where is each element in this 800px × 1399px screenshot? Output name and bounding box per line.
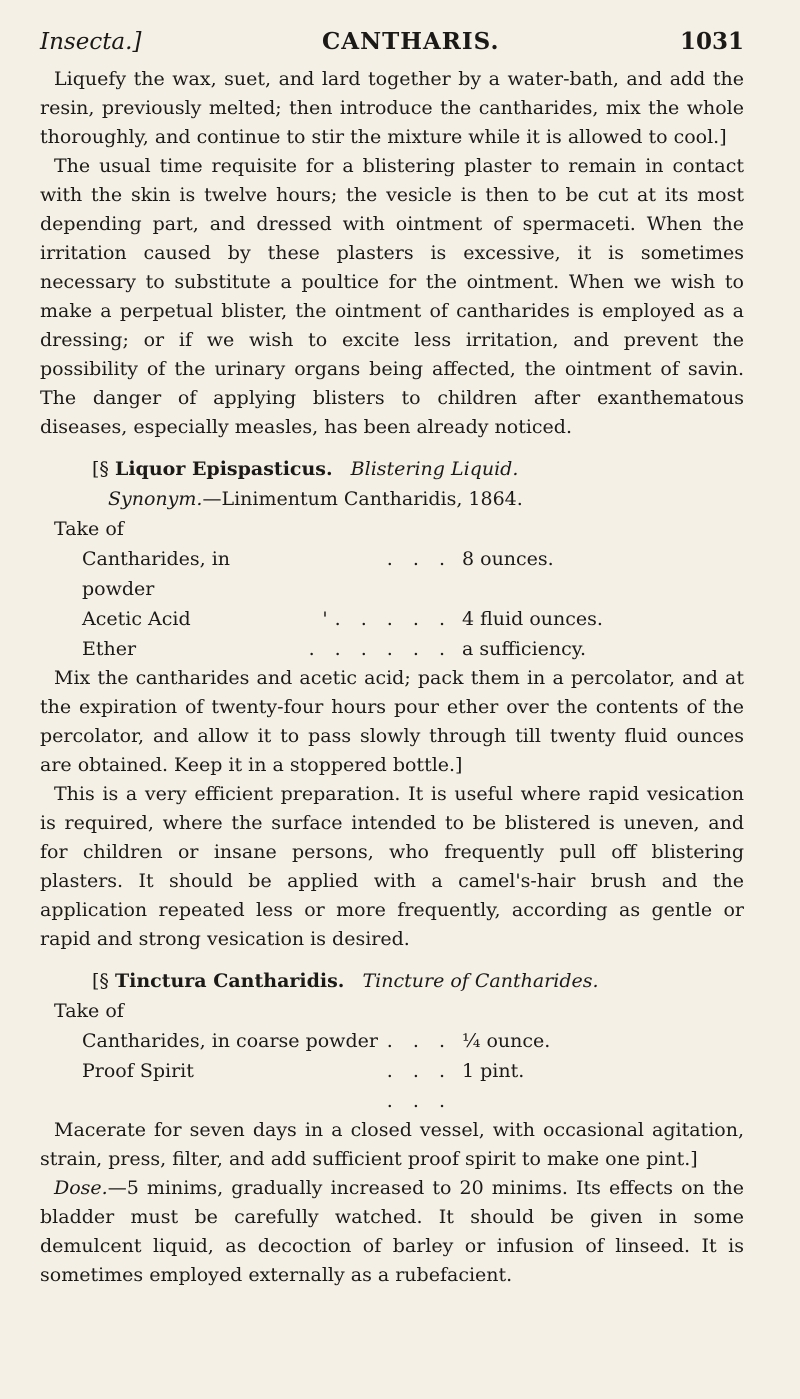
- ingredient-leader: . . .: [386, 1030, 452, 1052]
- ingredient-quantity: a sufficiency.: [462, 638, 587, 660]
- paragraph-preparation-end: Liquefy the wax, suet, and lard together by a water-bath, and add the resin, previously melted; then introduce the cantharides, mix the whole thoroughly, and continue to stir the mixture while it is allowed to cool.]: [40, 68, 744, 148]
- dose-text: —5 minims, gradually increased to 20 minims. Its effects on the bladder must be carefully watched. It should be given in some demulcent liquid, as decoction of barley or infusion of linseed. It is sometimes employed externally as a rubefacient.: [40, 1177, 744, 1286]
- liquor-notes: This is a very efficient preparation. It is useful where rapid vesication is required, where the surface intended to be blistered is uneven, and for children or insane persons, who frequently pull off blistering plasters. It should be applied with a camel's-hair brush and the application repeated less or more frequently, according as gentle or rapid and strong vesication is desired.: [40, 783, 744, 950]
- ingredient-leader: . . .: [386, 548, 452, 570]
- section-label: Insecta.]: [40, 29, 142, 55]
- liquor-heading: [40, 454, 744, 484]
- ingredient-row: [40, 604, 744, 634]
- liquor-name: Liquor Epispasticus.: [114, 458, 333, 480]
- tinctura-dose: [40, 1174, 744, 1290]
- dose-label: Dose.: [54, 1177, 108, 1199]
- ingredient-quantity: 4 fluid ounces.: [462, 608, 603, 630]
- ingredient-name: Cantharides, in powder: [82, 548, 231, 600]
- tinctura-method: Macerate for seven days in a closed vessel, with occasional agitation, strain, press, filter, and add sufficient proof spirit to make one pint.]: [40, 1119, 744, 1170]
- liquor-take-of: Take of: [54, 518, 124, 540]
- ingredient-leader: '. . . . .: [322, 608, 452, 630]
- ingredient-quantity: 1 pint.: [462, 1060, 525, 1082]
- page-number: 1031: [679, 28, 744, 55]
- ingredient-row: [40, 634, 744, 664]
- ingredient-quantity: 8 ounces.: [462, 548, 554, 570]
- ingredient-row: [40, 1056, 744, 1116]
- tinctura-name: Tinctura Cantharidis.: [114, 970, 345, 992]
- ingredient-row: [40, 544, 744, 604]
- tinctura-bracket: [§: [92, 970, 109, 992]
- liquor-english-name: Blistering Liquid.: [350, 458, 519, 480]
- liquor-synonym: [40, 484, 744, 514]
- running-head: [40, 28, 744, 55]
- paragraph-blister-usage: The usual time requisite for a blistering plaster to remain in contact with the skin is twelve hours; the vesicle is then to be cut at its most depending part, and dressed with ointment of spermaceti. When the irritation caused by these plasters is excessive, it is sometimes necessary to substitute a poultice for the ointment. When we wish to make a perpetual blister, the ointment of cantharides is employed as a dressing; or if we wish to excite less irritation, and prevent the possibility of the urinary organs being affected, the ointment of savin. The danger of applying blisters to children after exanthematous diseases, especially measles, has been already noticed.: [40, 155, 744, 438]
- ingredient-leader: . . . . . .: [308, 638, 452, 660]
- synonym-text: —Linimentum Cantharidis, 1864.: [202, 488, 523, 510]
- ingredient-quantity: ¼ ounce.: [462, 1030, 551, 1052]
- liquor-bracket: [§: [92, 458, 109, 480]
- page-title: CANTHARIS.: [321, 28, 500, 55]
- tinctura-take-of: Take of: [54, 1000, 124, 1022]
- liquor-method: Mix the cantharides and acetic acid; pack them in a percolator, and at the expiration of twenty-four hours pour ether over the contents of the percolator, and allow it to pass slowly through till twenty fluid ounces are obtained. Keep it in a stoppered bottle.]: [40, 667, 744, 776]
- ingredient-name: Acetic Acid: [82, 608, 191, 630]
- ingredient-name: Proof Spirit: [82, 1060, 194, 1082]
- ingredient-leader: . . . . . .: [386, 1060, 452, 1112]
- tinctura-english-name: Tincture of Cantharides.: [362, 970, 599, 992]
- ingredient-name: Cantharides, in coarse powder: [82, 1030, 378, 1052]
- ingredient-name: Ether: [82, 638, 137, 660]
- tinctura-heading: [40, 966, 744, 996]
- ingredient-row: [40, 1026, 744, 1056]
- synonym-label: Synonym.: [108, 488, 203, 510]
